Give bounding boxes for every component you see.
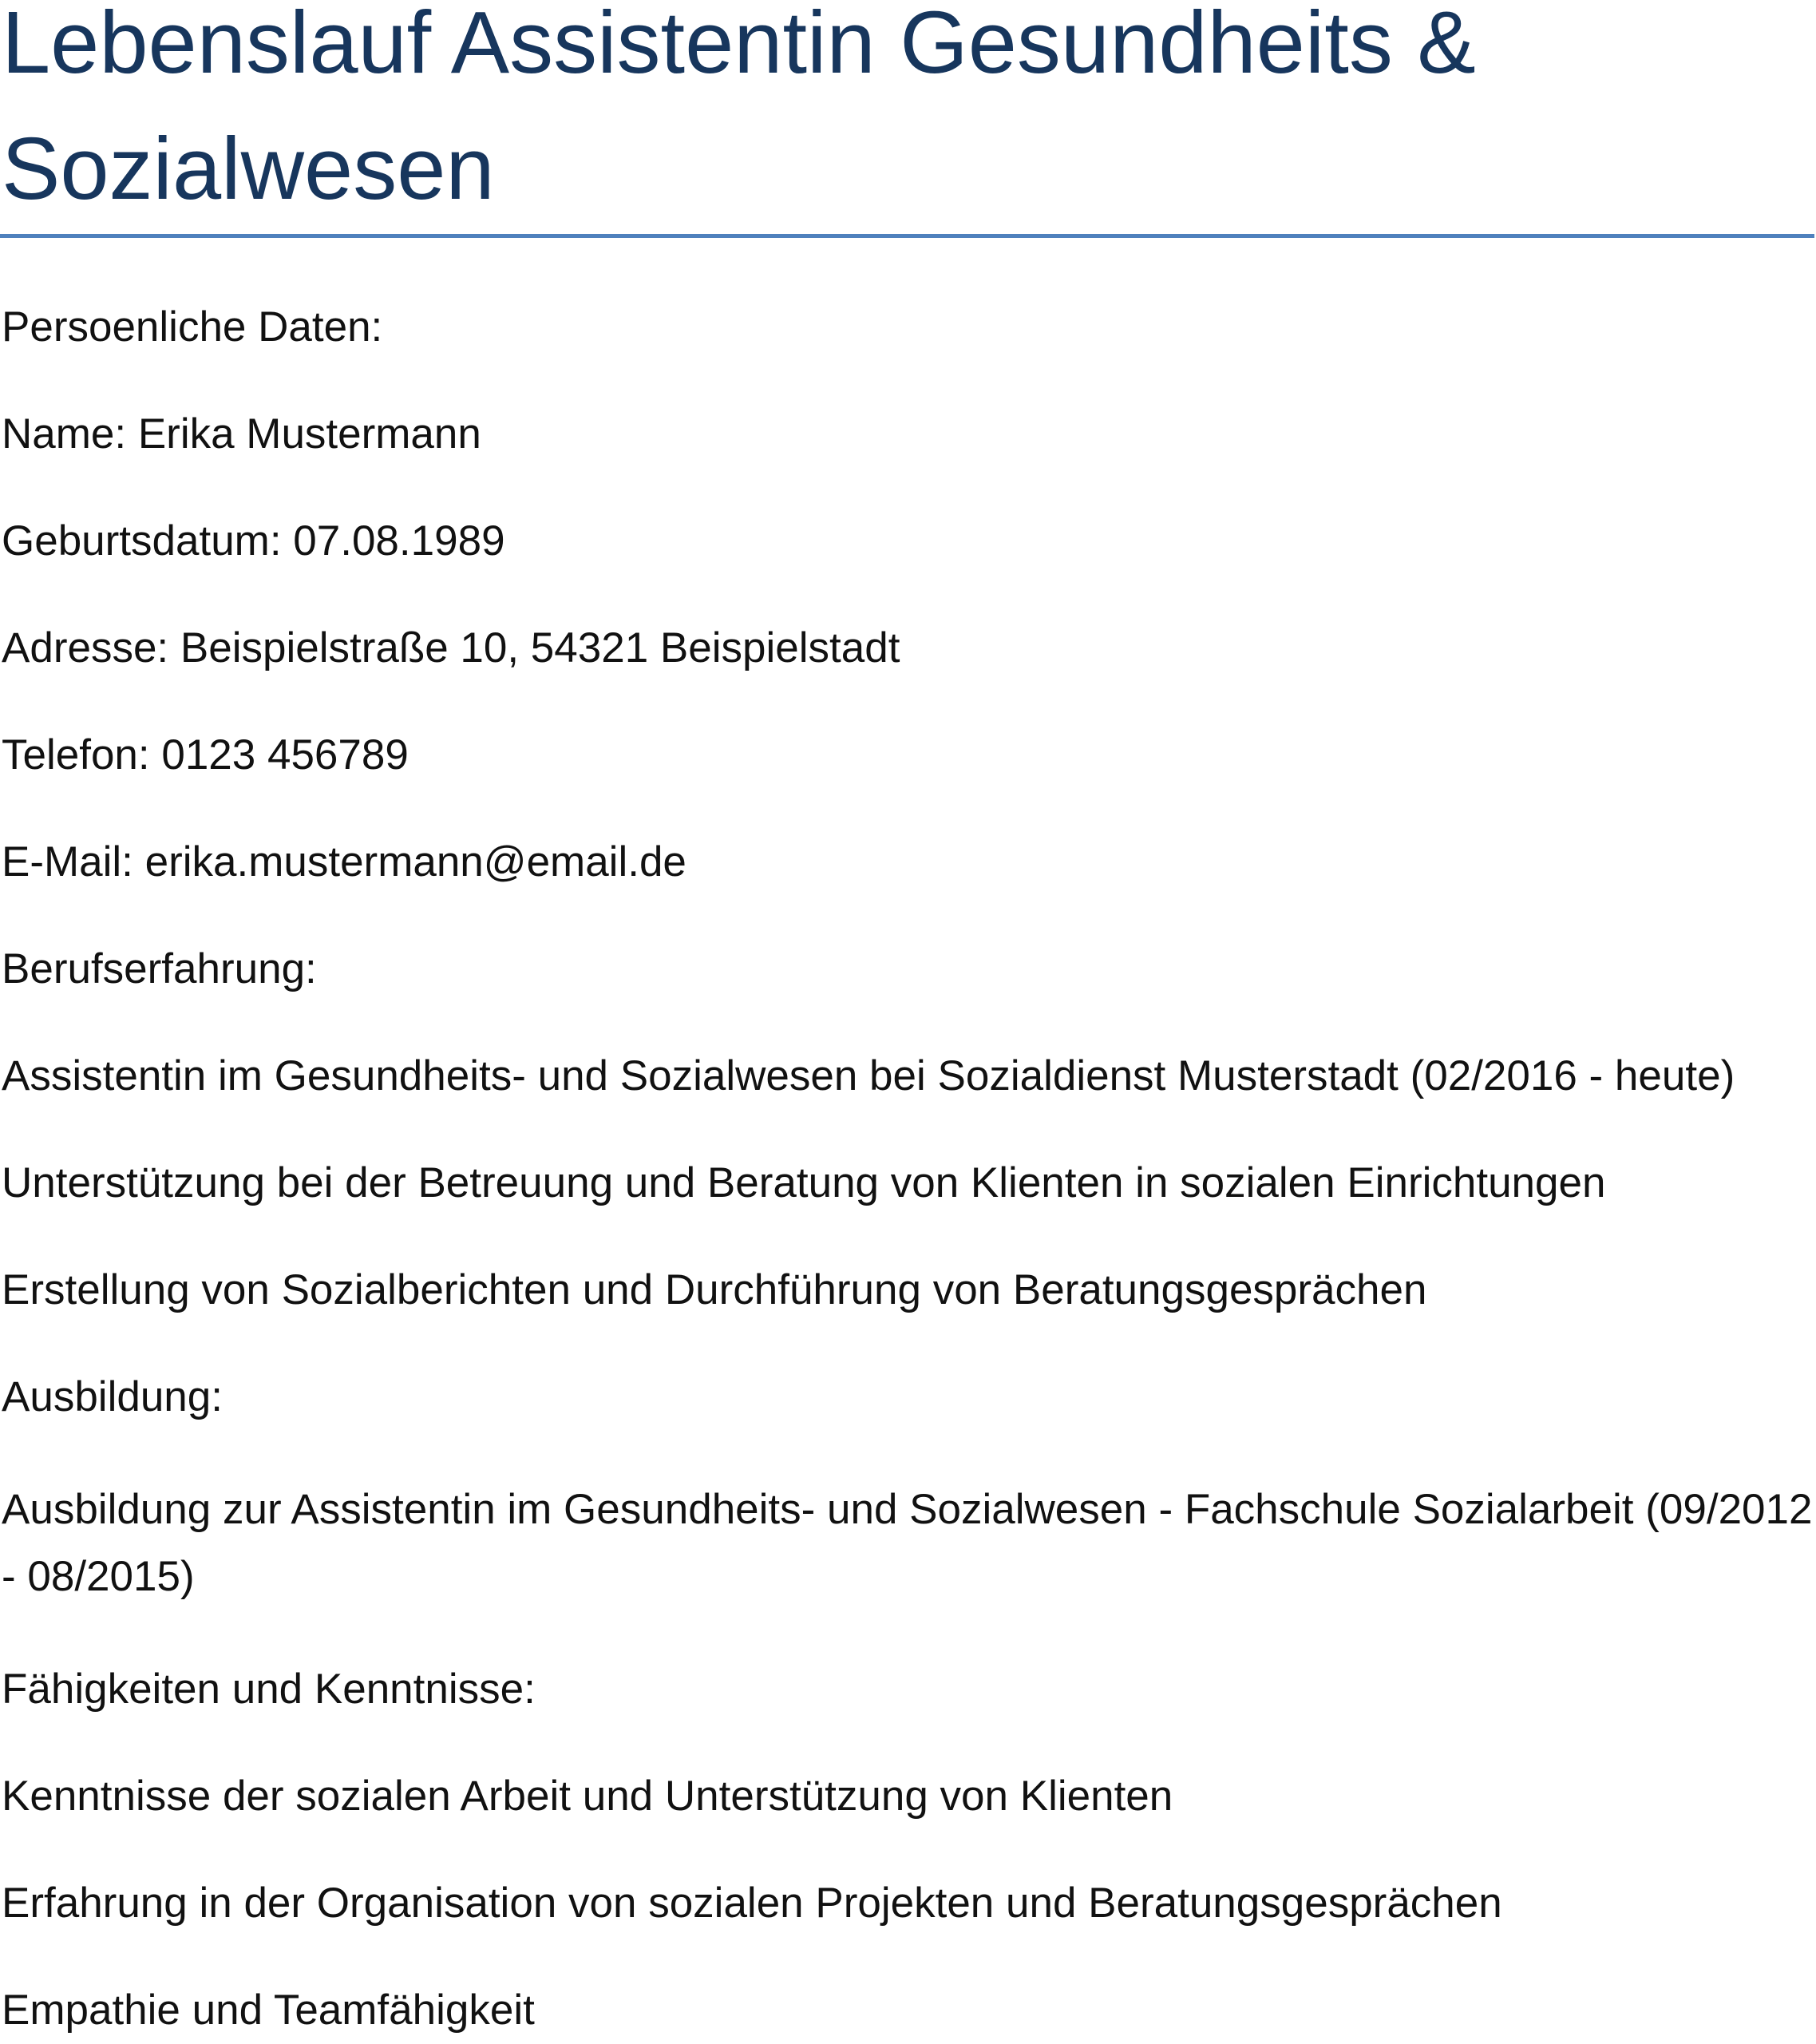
personal-address: Adresse: Beispielstraße 10, 54321 Beispielstadt [2, 624, 900, 671]
document-body [2, 299, 1814, 2044]
skill-item-2: Erfahrung in der Organisation von sozialen Projekten und Beratungsgesprächen [2, 1880, 1502, 1927]
education-entry: Ausbildung zur Assistentin im Gesundheits- und Sozialwesen - Fachschule Sozialarbeit (09/2012 - 08/2015) [2, 1486, 1813, 1600]
title-divider [0, 234, 1814, 238]
experience-task-2: Erstellung von Sozialberichten und Durchführung von Beratungsgesprächen [2, 1266, 1427, 1313]
personal-email: E-Mail: erika.mustermann@email.de [2, 838, 686, 885]
personal-phone: Telefon: 0123 456789 [2, 731, 409, 778]
experience-task-1: Unterstützung bei der Betreuung und Beratung von Klienten in sozialen Einrichtungen [2, 1159, 1606, 1206]
section-heading-personal: Persoenliche Daten: [2, 303, 383, 351]
personal-birthdate: Geburtsdatum: 07.08.1989 [2, 517, 505, 564]
experience-position: Assistentin im Gesundheits- und Sozialwesen bei Sozialdienst Musterstadt (02/2016 - heute) [2, 1052, 1735, 1099]
skill-item-1: Kenntnisse der sozialen Arbeit und Unterstützung von Klienten [2, 1773, 1173, 1820]
section-heading-education: Ausbildung: [2, 1373, 223, 1420]
section-heading-experience: Berufserfahrung: [2, 945, 317, 992]
personal-name: Name: Erika Mustermann [2, 410, 481, 458]
skill-item-3: Empathie und Teamfähigkeit [2, 1987, 535, 2034]
section-heading-skills: Fähigkeiten und Kenntnisse: [2, 1666, 536, 1713]
page-title: Lebenslauf Assistentin Gesundheits & Sozialwesen [2, 0, 1476, 218]
